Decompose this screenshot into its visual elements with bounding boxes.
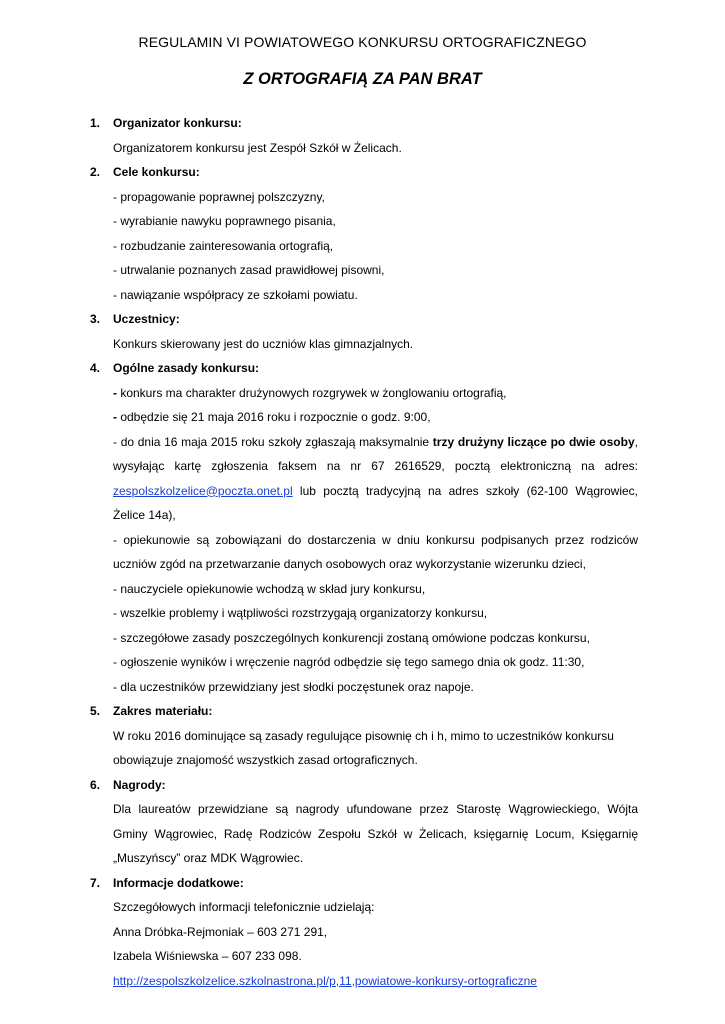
list-item: - nauczyciele opiekunowie wchodzą w skład jury konkursu, — [113, 581, 426, 596]
list-item: - opiekunowie są zobowiązani do dostarczenia w dniu konkursu podpisanych przez rodziców uczniów zgód na przetwarzanie danych osobowych oraz wykorzystanie wizerunku dzieci, — [113, 532, 638, 571]
section-heading: Ogólne zasady konkursu: — [113, 361, 260, 375]
list-item: - szczegółowe zasady poszczególnych konkurencji zostaną omówione podczas konkursu, — [113, 630, 590, 645]
list-item — [113, 381, 725, 406]
section-text: Organizatorem konkursu jest Zespół Szkół w Żelicach. — [113, 140, 402, 155]
section-text: W roku 2016 dominujące są zasady regulujące pisownię ch i h, mimo to uczestników konkursu obowiązuje znajomość wszystkich zasad ortograficznych. — [113, 728, 614, 767]
section-text: Konkurs skierowany jest do uczniów klas gimnazjalnych. — [113, 336, 414, 351]
contact-line: Izabela Wiśniewska – 607 233 098. — [113, 949, 302, 963]
section-number: 2. — [89, 165, 100, 179]
document-subtitle: Z ORTOGRAFIĄ ZA PAN BRAT — [243, 70, 482, 88]
list-item: - utrwalanie poznanych zasad prawidłowej pisowni, — [113, 263, 385, 277]
list-item-text: , wysyłając kartę zgłoszenia faksem na nr 67 2616529, pocztą elektroniczną na adres: — [113, 434, 638, 473]
website-line — [113, 969, 725, 994]
section-number: 7. — [89, 875, 100, 890]
section-goals — [0, 160, 725, 307]
section-text: Dla laureatów przewidziane są nagrody ufundowane przez Starostę Wągrowieckiego, Wójta Gminy Wągrowiec, Radę Rodziców Zespołu Szkół w Żelicach, księgarnię Locum, Księgarnię „Muszyńscy” oraz MDK Wągrowiec. — [113, 802, 638, 865]
section-heading: Informacje dodatkowe: — [113, 875, 244, 890]
section-number: 6. — [89, 777, 100, 792]
contact-line: Szczegółowych informacji telefonicznie udzielają: — [113, 900, 375, 914]
section-participants — [0, 307, 725, 356]
list-dash: - — [113, 410, 117, 424]
email-link[interactable]: zespolszkolzelice@poczta.onet.pl — [113, 483, 293, 498]
section-heading: Nagrody: — [113, 777, 166, 792]
list-item: - rozbudzanie zainteresowania ortografią, — [113, 238, 334, 253]
section-prizes — [0, 773, 725, 871]
regulations-list — [0, 111, 725, 993]
contact-line: Anna Dróbka-Rejmoniak – 603 271 291, — [113, 924, 328, 939]
list-item-text: odbędzie się 21 maja 2016 roku i rozpocznie o godz. 9:00, — [117, 410, 431, 424]
section-organizer — [0, 111, 725, 160]
section-heading: Uczestnicy: — [113, 312, 180, 326]
section-additional-info — [0, 871, 725, 994]
section-number: 3. — [89, 312, 100, 326]
section-heading: Cele konkursu: — [113, 165, 200, 179]
list-item: - ogłoszenie wyników i wręczenie nagród odbędzie się tego samego dnia ok godz. 11:30, — [113, 655, 585, 669]
section-heading: Organizator konkursu: — [113, 116, 242, 130]
list-item-text: lub pocztą tradycyjną na adres szkoły (62-100 Wągrowiec, Żelice 14a), — [113, 483, 638, 522]
emphasis-text: trzy drużyny liczące po dwie osoby — [432, 434, 635, 449]
section-material-scope — [0, 699, 725, 773]
section-heading: Zakres materiału: — [113, 704, 213, 718]
list-item: - wyrabianie nawyku poprawnego pisania, — [113, 214, 336, 228]
list-dash: - — [113, 385, 117, 400]
list-item — [113, 430, 638, 528]
list-item-text: - do dnia 16 maja 2015 roku szkoły zgłaszają maksymalnie — [113, 434, 433, 449]
list-item: - wszelkie problemy i wątpliwości rozstrzygają organizatorzy konkursu, — [113, 606, 488, 620]
section-number: 4. — [89, 361, 100, 375]
list-item: - nawiązanie współpracy ze szkołami powiatu. — [113, 287, 358, 302]
section-general-rules — [0, 356, 725, 699]
list-item-text: konkurs ma charakter drużynowych rozgrywek w żonglowaniu ortografią, — [117, 385, 507, 400]
section-number: 1. — [89, 116, 100, 130]
document-title: REGULAMIN VI POWIATOWEGO KONKURSU ORTOGRAFICZNEGO — [138, 34, 587, 50]
list-item: - dla uczestników przewidziany jest słodki poczęstunek oraz napoje. — [113, 679, 474, 694]
list-item — [113, 405, 725, 430]
section-number: 5. — [89, 704, 100, 718]
website-link[interactable]: http://zespolszkolzelice.szkolnastrona.pl/p,11,powiatowe-konkursy-ortograficzne — [113, 973, 537, 988]
list-item: - propagowanie poprawnej polszczyzny, — [113, 189, 325, 204]
